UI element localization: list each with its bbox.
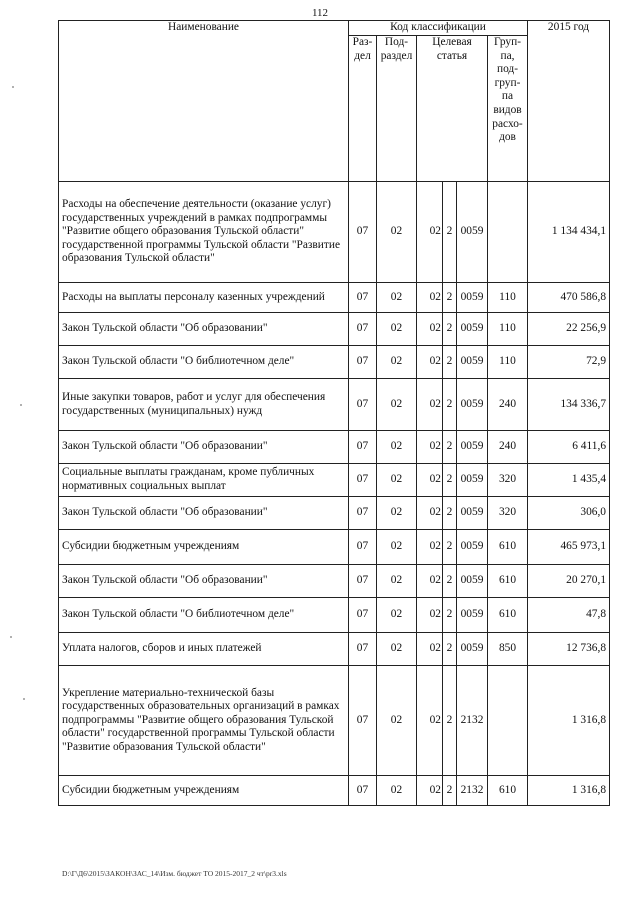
row-target-part2: 2: [443, 565, 457, 598]
row-amount: 6 411,6: [528, 431, 610, 464]
row-subsection: 02: [377, 283, 417, 313]
row-target-part3: 0059: [457, 313, 488, 346]
row-amount: 134 336,7: [528, 379, 610, 431]
row-target-part2: 2: [443, 633, 457, 666]
row-target-part3: 0059: [457, 530, 488, 565]
row-target-part1: 02: [417, 530, 443, 565]
row-target-part2: 2: [443, 313, 457, 346]
row-target-part3: 0059: [457, 598, 488, 633]
row-amount: 1 316,8: [528, 776, 610, 806]
row-section: 07: [349, 598, 377, 633]
footer-file-path: D:\Г\Д6\2015\ЗАКОН\ЗАС_14\Изм. бюджет ТО 2015-2017_2 чт\pr3.xls: [62, 869, 287, 878]
header-section: Раз- дел: [349, 36, 377, 182]
row-expense-group: 610: [488, 565, 528, 598]
row-target-part1: 02: [417, 464, 443, 497]
row-amount: 1 134 434,1: [528, 182, 610, 283]
row-target-part1: 02: [417, 633, 443, 666]
row-section: 07: [349, 346, 377, 379]
row-target-part1: 02: [417, 182, 443, 283]
table-row: [59, 497, 610, 530]
row-amount: 72,9: [528, 346, 610, 379]
row-target-part2: 2: [443, 666, 457, 776]
table-row: [59, 565, 610, 598]
table-row: [59, 182, 610, 283]
row-target-part3: 0059: [457, 464, 488, 497]
row-target-part1: 02: [417, 666, 443, 776]
header-code: Код классификации: [349, 21, 528, 36]
row-subsection: 02: [377, 431, 417, 464]
row-target-part3: 2132: [457, 776, 488, 806]
row-subsection: 02: [377, 666, 417, 776]
row-expense-group: 320: [488, 497, 528, 530]
row-target-part2: 2: [443, 530, 457, 565]
row-expense-group: 240: [488, 431, 528, 464]
row-target-part1: 02: [417, 776, 443, 806]
row-name: Закон Тульской области "Об образовании": [59, 313, 349, 346]
table-row: [59, 776, 610, 806]
row-target-part2: 2: [443, 182, 457, 283]
row-expense-group: [488, 182, 528, 283]
row-target-part1: 02: [417, 565, 443, 598]
row-amount: 47,8: [528, 598, 610, 633]
row-name: Социальные выплаты гражданам, кроме публичных нормативных социальных выплат: [59, 464, 349, 497]
row-amount: 1 316,8: [528, 666, 610, 776]
row-target-part1: 02: [417, 497, 443, 530]
table-body: [59, 182, 610, 806]
row-subsection: 02: [377, 633, 417, 666]
row-target-part2: 2: [443, 464, 457, 497]
scan-speck: [20, 404, 22, 406]
row-name: Укрепление материально-технической базы государственных образовательных организаций в рамках подпрограммы "Развитие общего образования Тульской области" государственной программы Тульской области "Развитие образования Тульской области": [59, 666, 349, 776]
row-section: 07: [349, 431, 377, 464]
header-group: Груп- па, под- груп- па видов расхо- дов: [488, 36, 528, 182]
table-row: [59, 666, 610, 776]
row-target-part2: 2: [443, 283, 457, 313]
row-expense-group: 110: [488, 313, 528, 346]
row-section: 07: [349, 497, 377, 530]
row-target-part3: 0059: [457, 283, 488, 313]
row-amount: 470 586,8: [528, 283, 610, 313]
row-subsection: 02: [377, 182, 417, 283]
table-row: [59, 313, 610, 346]
row-target-part1: 02: [417, 283, 443, 313]
table-row: [59, 283, 610, 313]
row-subsection: 02: [377, 346, 417, 379]
row-section: 07: [349, 530, 377, 565]
row-amount: 306,0: [528, 497, 610, 530]
row-target-part3: 0059: [457, 497, 488, 530]
row-amount: 465 973,1: [528, 530, 610, 565]
table-header: [59, 21, 610, 182]
scan-speck: [23, 698, 25, 700]
header-year: 2015 год: [528, 21, 610, 182]
row-section: 07: [349, 666, 377, 776]
row-expense-group: 110: [488, 283, 528, 313]
row-target-part3: 0059: [457, 565, 488, 598]
row-target-part3: 0059: [457, 182, 488, 283]
row-section: 07: [349, 379, 377, 431]
row-name: Закон Тульской области "Об образовании": [59, 565, 349, 598]
row-section: 07: [349, 464, 377, 497]
row-section: 07: [349, 776, 377, 806]
row-target-part2: 2: [443, 598, 457, 633]
row-target-part1: 02: [417, 598, 443, 633]
header-target: Целевая статья: [417, 36, 488, 182]
page-number: 112: [311, 7, 329, 19]
header-name: Наименование: [59, 21, 349, 182]
row-target-part1: 02: [417, 346, 443, 379]
row-subsection: 02: [377, 530, 417, 565]
row-section: 07: [349, 182, 377, 283]
table-row: [59, 431, 610, 464]
scan-speck: [10, 636, 12, 638]
row-target-part2: 2: [443, 776, 457, 806]
row-name: Закон Тульской области "О библиотечном деле": [59, 598, 349, 633]
row-section: 07: [349, 633, 377, 666]
row-name: Закон Тульской области "О библиотечном деле": [59, 346, 349, 379]
row-target-part3: 0059: [457, 431, 488, 464]
row-target-part3: 2132: [457, 666, 488, 776]
row-expense-group: 110: [488, 346, 528, 379]
row-target-part3: 0059: [457, 346, 488, 379]
row-target-part2: 2: [443, 379, 457, 431]
row-target-part1: 02: [417, 313, 443, 346]
budget-table: [58, 20, 610, 806]
row-subsection: 02: [377, 464, 417, 497]
row-name: Расходы на выплаты персоналу казенных учреждений: [59, 283, 349, 313]
row-subsection: 02: [377, 313, 417, 346]
row-target-part2: 2: [443, 431, 457, 464]
table-row: [59, 379, 610, 431]
table-row: [59, 346, 610, 379]
row-expense-group: [488, 666, 528, 776]
row-amount: 20 270,1: [528, 565, 610, 598]
table-row: [59, 464, 610, 497]
row-target-part3: 0059: [457, 633, 488, 666]
row-amount: 22 256,9: [528, 313, 610, 346]
row-expense-group: 610: [488, 598, 528, 633]
row-target-part2: 2: [443, 346, 457, 379]
row-amount: 1 435,4: [528, 464, 610, 497]
row-section: 07: [349, 313, 377, 346]
row-subsection: 02: [377, 565, 417, 598]
row-section: 07: [349, 283, 377, 313]
row-expense-group: 850: [488, 633, 528, 666]
row-target-part3: 0059: [457, 379, 488, 431]
row-name: Расходы на обеспечение деятельности (оказание услуг) государственных учреждений в рамках подпрограммы "Развитие общего образования Тульской области" государственной программы Тульской области "Развитие образования Тульской области": [59, 182, 349, 283]
row-target-part2: 2: [443, 497, 457, 530]
table-row: [59, 598, 610, 633]
row-name: Субсидии бюджетным учреждениям: [59, 530, 349, 565]
header-subsection: Под- раздел: [377, 36, 417, 182]
row-amount: 12 736,8: [528, 633, 610, 666]
row-name: Закон Тульской области "Об образовании": [59, 497, 349, 530]
row-target-part1: 02: [417, 431, 443, 464]
row-expense-group: 610: [488, 776, 528, 806]
row-expense-group: 240: [488, 379, 528, 431]
table-row: [59, 530, 610, 565]
row-subsection: 02: [377, 379, 417, 431]
scan-speck: [12, 86, 14, 88]
row-expense-group: 320: [488, 464, 528, 497]
row-section: 07: [349, 565, 377, 598]
row-expense-group: 610: [488, 530, 528, 565]
row-name: Уплата налогов, сборов и иных платежей: [59, 633, 349, 666]
row-subsection: 02: [377, 776, 417, 806]
row-name: Иные закупки товаров, работ и услуг для обеспечения государственных (муниципальных) нужд: [59, 379, 349, 431]
row-name: Субсидии бюджетным учреждениям: [59, 776, 349, 806]
row-subsection: 02: [377, 598, 417, 633]
row-target-part1: 02: [417, 379, 443, 431]
row-name: Закон Тульской области "Об образовании": [59, 431, 349, 464]
row-subsection: 02: [377, 497, 417, 530]
table-row: [59, 633, 610, 666]
